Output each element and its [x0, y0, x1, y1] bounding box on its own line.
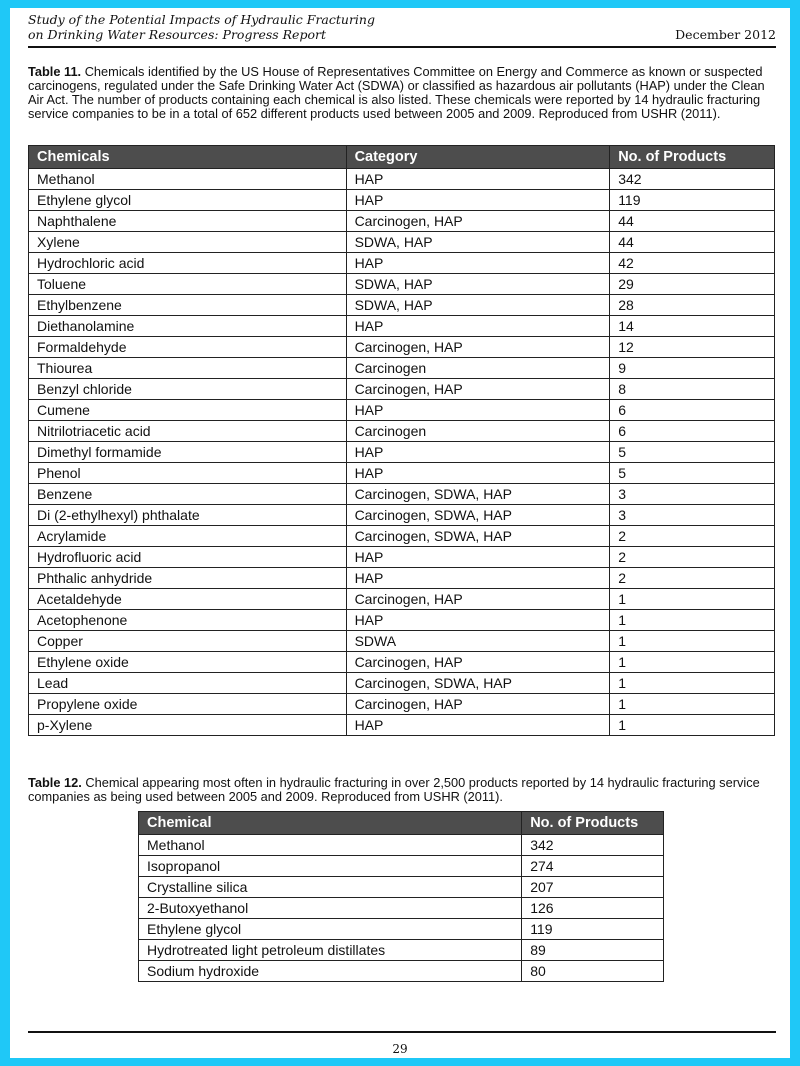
table-cell: 44	[610, 211, 775, 232]
table-cell: HAP	[346, 715, 610, 736]
table-row	[139, 919, 664, 940]
table-row	[29, 379, 775, 400]
table-row	[139, 835, 664, 856]
table-cell: Propylene oxide	[29, 694, 347, 715]
table-cell: 42	[610, 253, 775, 274]
table-cell: Crystalline silica	[139, 877, 522, 898]
table-cell: 1	[610, 610, 775, 631]
table-cell: Di (2-ethylhexyl) phthalate	[29, 505, 347, 526]
table11-caption-text: Chemicals identified by the US House of Representatives Committee on Energy and Commerce as known or suspected carcinogens, regulated under the Safe Drinking Water Act (SDWA) or classified as hazardous air pollutants (HAP) under the Clean Air Act. The number of products containing each chemical is also listed. These chemicals were reported by 14 hydraulic fracturing service companies to be in a total of 652 different products used between 2005 and 2009. Reproduced from USHR (2011).	[28, 64, 765, 121]
header-title-line2: on Drinking Water Resources: Progress Report	[28, 27, 326, 42]
table-cell: 119	[522, 919, 664, 940]
table-cell: 2	[610, 547, 775, 568]
table-cell: HAP	[346, 400, 610, 421]
table12-caption	[28, 776, 776, 804]
table-cell: SDWA	[346, 631, 610, 652]
table-row	[29, 253, 775, 274]
table-row	[29, 694, 775, 715]
table-cell: 29	[610, 274, 775, 295]
table12-label: Table 12.	[28, 775, 82, 790]
table-row	[29, 358, 775, 379]
table-cell: Nitrilotriacetic acid	[29, 421, 347, 442]
table-cell: HAP	[346, 316, 610, 337]
table-row	[29, 211, 775, 232]
table12-body	[139, 835, 664, 982]
table-row	[139, 856, 664, 877]
table-cell: 14	[610, 316, 775, 337]
table-cell: 89	[522, 940, 664, 961]
table-cell: Sodium hydroxide	[139, 961, 522, 982]
table-cell: 2	[610, 526, 775, 547]
table-cell: 1	[610, 673, 775, 694]
table-cell: HAP	[346, 568, 610, 589]
table11-header-row	[29, 146, 775, 169]
table-row	[29, 652, 775, 673]
table-cell: Isopropanol	[139, 856, 522, 877]
running-header	[28, 12, 776, 42]
table-cell: SDWA, HAP	[346, 232, 610, 253]
table-cell: 1	[610, 631, 775, 652]
table-cell: 274	[522, 856, 664, 877]
table-cell: 207	[522, 877, 664, 898]
table-row	[29, 316, 775, 337]
table-row	[29, 463, 775, 484]
table-cell: 12	[610, 337, 775, 358]
table-cell: Hydrofluoric acid	[29, 547, 347, 568]
document-page	[10, 8, 790, 1058]
table-cell: 3	[610, 484, 775, 505]
table-row	[29, 526, 775, 547]
table-cell: Ethylene oxide	[29, 652, 347, 673]
table-cell: 126	[522, 898, 664, 919]
table-cell: Formaldehyde	[29, 337, 347, 358]
table-cell: Carcinogen, HAP	[346, 379, 610, 400]
table-row	[29, 295, 775, 316]
table-cell: Methanol	[29, 169, 347, 190]
table12-header-row	[139, 812, 664, 835]
table-cell: 3	[610, 505, 775, 526]
table-cell: Benzyl chloride	[29, 379, 347, 400]
table-cell: Acetophenone	[29, 610, 347, 631]
table-cell: 2-Butoxyethanol	[139, 898, 522, 919]
table-cell: 1	[610, 715, 775, 736]
header-date: December 2012	[675, 27, 776, 42]
table-cell: Carcinogen	[346, 358, 610, 379]
table-cell: Ethylene glycol	[139, 919, 522, 940]
table-cell: Naphthalene	[29, 211, 347, 232]
table-cell: 1	[610, 652, 775, 673]
table-cell: 119	[610, 190, 775, 211]
table12-column-header: No. of Products	[522, 812, 664, 835]
table-cell: 28	[610, 295, 775, 316]
table-cell: Acetaldehyde	[29, 589, 347, 610]
table-cell: Carcinogen, SDWA, HAP	[346, 526, 610, 547]
table-cell: Dimethyl formamide	[29, 442, 347, 463]
table12-column-header: Chemical	[139, 812, 522, 835]
table-row	[29, 442, 775, 463]
table-cell: Diethanolamine	[29, 316, 347, 337]
table-cell: 342	[522, 835, 664, 856]
table-cell: Ethylene glycol	[29, 190, 347, 211]
table-cell: HAP	[346, 610, 610, 631]
table-row	[29, 568, 775, 589]
table12	[138, 811, 664, 982]
table-row	[29, 484, 775, 505]
table-cell: Ethylbenzene	[29, 295, 347, 316]
table-row	[29, 715, 775, 736]
table-row	[29, 169, 775, 190]
table-cell: 44	[610, 232, 775, 253]
table-cell: Thiourea	[29, 358, 347, 379]
table-row	[29, 631, 775, 652]
table-cell: Phenol	[29, 463, 347, 484]
table-cell: Carcinogen, HAP	[346, 337, 610, 358]
table-cell: Cumene	[29, 400, 347, 421]
table11-column-header: Category	[346, 146, 610, 169]
table-row	[29, 673, 775, 694]
table-cell: Carcinogen, HAP	[346, 211, 610, 232]
table-cell: Benzene	[29, 484, 347, 505]
table-cell: 80	[522, 961, 664, 982]
table-cell: Carcinogen	[346, 421, 610, 442]
table-cell: 6	[610, 421, 775, 442]
table-cell: Copper	[29, 631, 347, 652]
table12-caption-text: Chemical appearing most often in hydraulic fracturing in over 2,500 products reported by 14 hydraulic fracturing service companies as being used between 2005 and 2009. Reproduced from USHR (2011).	[28, 775, 760, 804]
table11-label: Table 11.	[28, 64, 82, 79]
table-row	[29, 505, 775, 526]
table-cell: Carcinogen, SDWA, HAP	[346, 673, 610, 694]
header-divider	[28, 46, 776, 48]
table-cell: HAP	[346, 463, 610, 484]
table-cell: 9	[610, 358, 775, 379]
table-row	[139, 898, 664, 919]
table-row	[29, 610, 775, 631]
table-cell: Carcinogen, HAP	[346, 694, 610, 715]
table-cell: Acrylamide	[29, 526, 347, 547]
table11-body	[29, 169, 775, 736]
table-row	[29, 190, 775, 211]
table-cell: 1	[610, 694, 775, 715]
table-cell: 1	[610, 589, 775, 610]
table-cell: HAP	[346, 442, 610, 463]
table-cell: p-Xylene	[29, 715, 347, 736]
table-cell: Hydrochloric acid	[29, 253, 347, 274]
table-cell: Toluene	[29, 274, 347, 295]
table-cell: Xylene	[29, 232, 347, 253]
table11-column-header: No. of Products	[610, 146, 775, 169]
table-cell: 2	[610, 568, 775, 589]
table-row	[29, 274, 775, 295]
table-row	[139, 961, 664, 982]
table-cell: Carcinogen, SDWA, HAP	[346, 484, 610, 505]
page-number: 29	[392, 1042, 408, 1056]
table11-column-header: Chemicals	[29, 146, 347, 169]
table-cell: SDWA, HAP	[346, 274, 610, 295]
table-cell: Lead	[29, 673, 347, 694]
table-row	[139, 940, 664, 961]
table-cell: Hydrotreated light petroleum distillates	[139, 940, 522, 961]
table-row	[29, 589, 775, 610]
table-cell: Carcinogen, HAP	[346, 652, 610, 673]
table-cell: Carcinogen, SDWA, HAP	[346, 505, 610, 526]
table-cell: 8	[610, 379, 775, 400]
header-title-line1: Study of the Potential Impacts of Hydraulic Fracturing	[28, 12, 375, 27]
table-cell: Carcinogen, HAP	[346, 589, 610, 610]
table-cell: HAP	[346, 253, 610, 274]
table-row	[29, 421, 775, 442]
table-cell: HAP	[346, 190, 610, 211]
table-row	[29, 547, 775, 568]
table-row	[29, 232, 775, 253]
table-cell: 342	[610, 169, 775, 190]
table-cell: HAP	[346, 547, 610, 568]
table-cell: 6	[610, 400, 775, 421]
table-cell: 5	[610, 463, 775, 484]
table11	[28, 145, 775, 736]
table11-caption	[28, 65, 776, 121]
table-cell: 5	[610, 442, 775, 463]
table-row	[29, 400, 775, 421]
footer-divider	[28, 1031, 776, 1033]
table-cell: Methanol	[139, 835, 522, 856]
table-row	[29, 337, 775, 358]
table-cell: Phthalic anhydride	[29, 568, 347, 589]
table-cell: HAP	[346, 169, 610, 190]
table-row	[139, 877, 664, 898]
table-cell: SDWA, HAP	[346, 295, 610, 316]
